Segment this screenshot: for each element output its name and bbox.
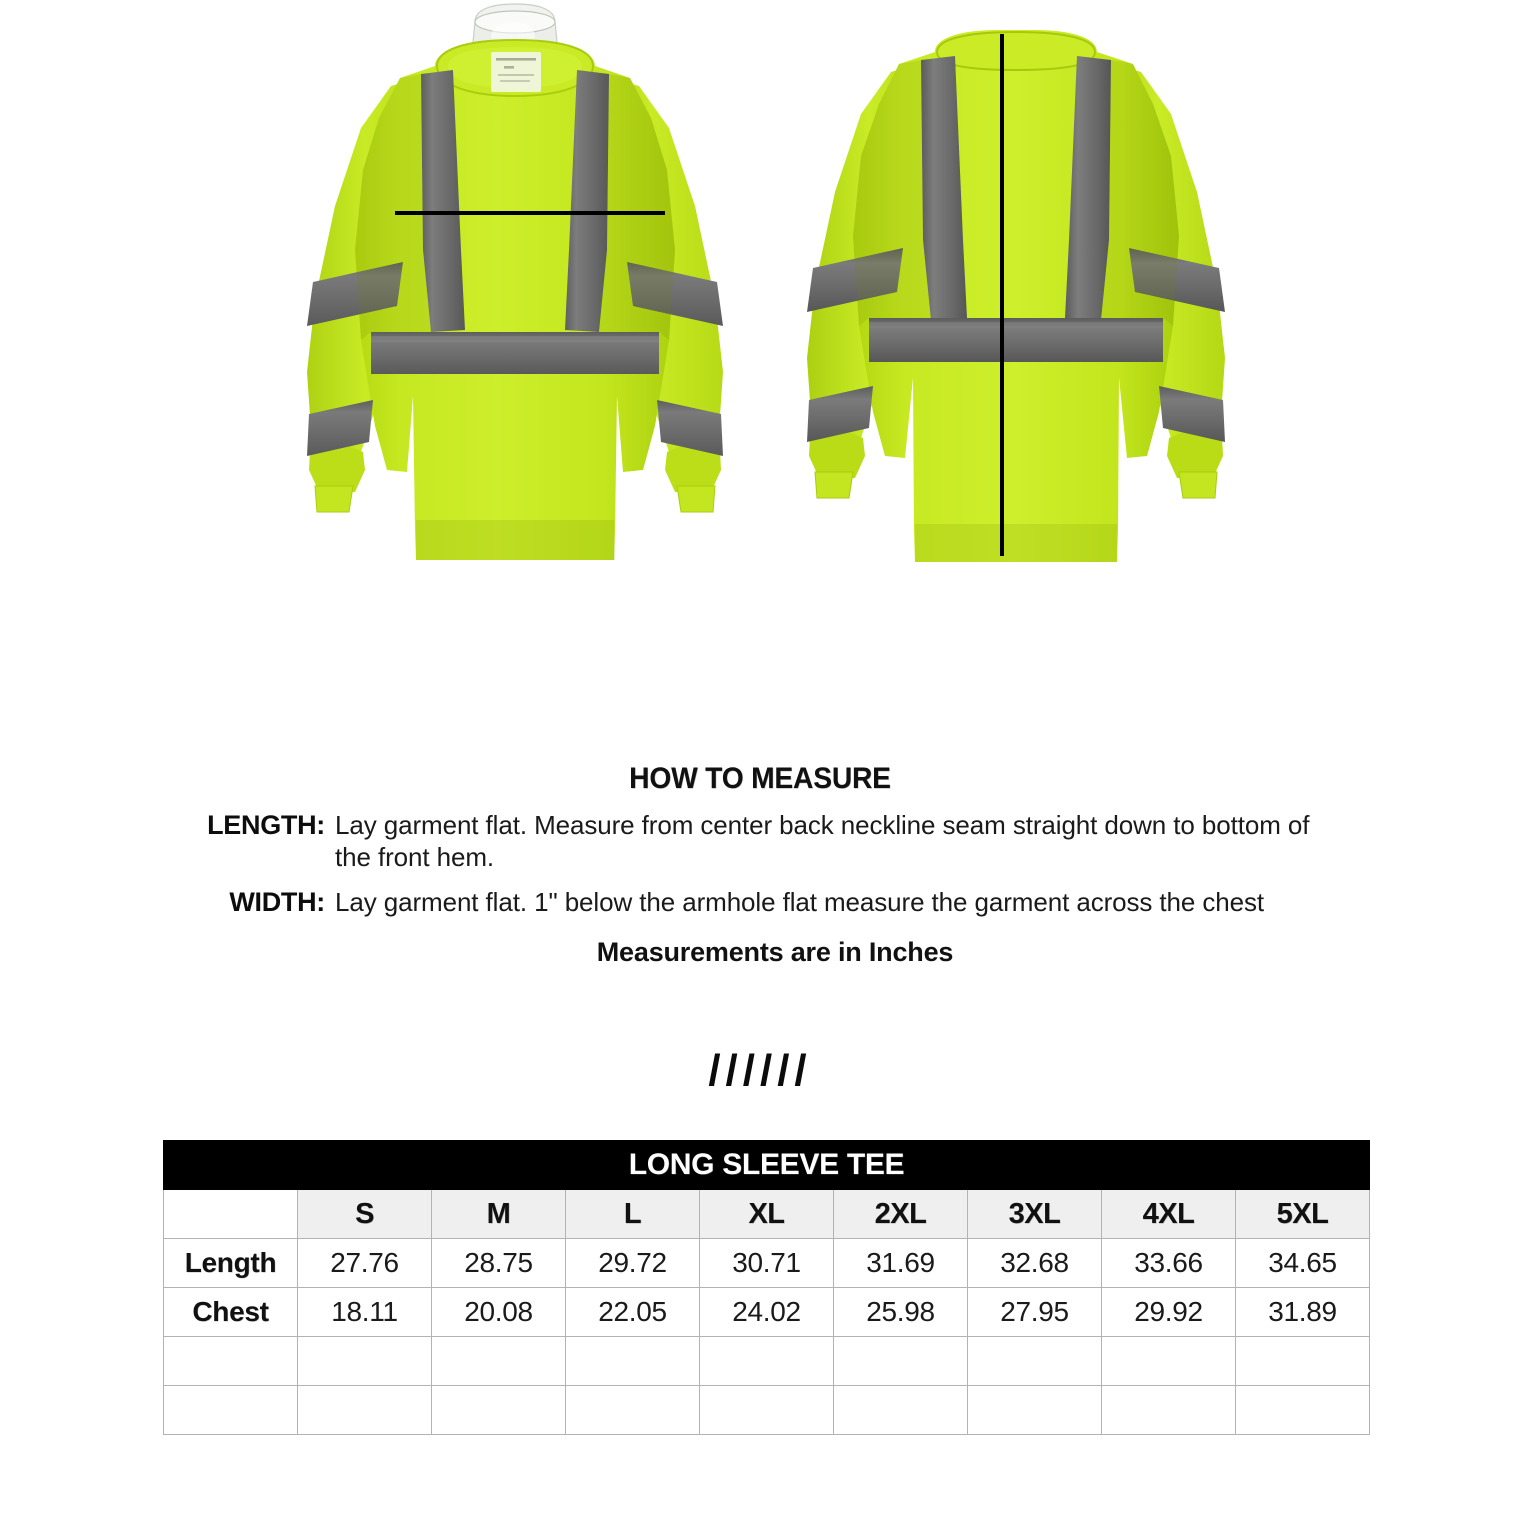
how-to-measure-section [0,762,1520,968]
length-s: 27.76 [298,1239,432,1288]
size-header-xl: XL [700,1190,834,1239]
chest-3xl: 27.95 [968,1288,1102,1337]
size-chart-table [163,1140,1370,1435]
empty-2-s [298,1386,432,1435]
measure-row-length [0,810,1520,873]
length-2xl: 31.69 [834,1239,968,1288]
measurement-units-note: Measurements are in Inches [596,937,954,968]
row-label-empty-2 [164,1386,298,1435]
size-header-m: M [432,1190,566,1239]
empty-2-l [566,1386,700,1435]
size-header-5xl: 5XL [1236,1190,1370,1239]
row-label-empty-1 [164,1337,298,1386]
size-chart-title: LONG SLEEVE TEE [164,1141,1370,1190]
table-title-row [164,1141,1370,1190]
empty-1-m [432,1337,566,1386]
shirt-front-image [285,0,745,740]
empty-1-l [566,1337,700,1386]
length-5xl: 34.65 [1236,1239,1370,1288]
header-corner-blank [164,1190,298,1239]
length-4xl: 33.66 [1102,1239,1236,1288]
chest-4xl: 29.92 [1102,1288,1236,1337]
size-header-l: L [566,1190,700,1239]
row-label-length: Length [164,1239,298,1288]
length-label: LENGTH: [207,810,325,840]
measure-row-width [0,887,1520,919]
length-xl: 30.71 [700,1239,834,1288]
empty-2-4xl [1102,1386,1236,1435]
chest-m: 20.08 [432,1288,566,1337]
empty-2-3xl [968,1386,1102,1435]
table-row [164,1288,1370,1337]
length-description: Lay garment flat. Measure from center back neckline seam straight down to bottom of the front hem. [335,810,1310,872]
size-header-3xl: 3XL [968,1190,1102,1239]
length-l: 29.72 [566,1239,700,1288]
chest-2xl: 25.98 [834,1288,968,1337]
empty-2-xl [700,1386,834,1435]
length-3xl: 32.68 [968,1239,1102,1288]
length-m: 28.75 [432,1239,566,1288]
width-description: Lay garment flat. 1" below the armhole flat measure the garment across the chest [335,887,1265,918]
empty-1-3xl [968,1337,1102,1386]
shirt-back-image [785,0,1245,740]
empty-2-2xl [834,1386,968,1435]
table-header-row [164,1190,1370,1239]
chest-5xl: 31.89 [1236,1288,1370,1337]
row-label-chest: Chest [164,1288,298,1337]
table-row [164,1337,1370,1386]
empty-2-m [432,1386,566,1435]
size-header-2xl: 2XL [834,1190,968,1239]
empty-1-5xl [1236,1337,1370,1386]
size-header-s: S [298,1190,432,1239]
table-row [164,1386,1370,1435]
product-image-gallery [0,0,1520,740]
size-chart-table-wrapper [163,1140,1370,1435]
chest-s: 18.11 [298,1288,432,1337]
table-row [164,1239,1370,1288]
chest-xl: 24.02 [700,1288,834,1337]
chest-l: 22.05 [566,1288,700,1337]
size-header-4xl: 4XL [1102,1190,1236,1239]
empty-1-4xl [1102,1337,1236,1386]
how-to-measure-heading: HOW TO MEASURE [629,762,891,795]
empty-1-2xl [834,1337,968,1386]
width-label: WIDTH: [229,887,325,918]
garment-care-label [491,52,541,92]
empty-2-5xl [1236,1386,1370,1435]
empty-1-xl [700,1337,834,1386]
slash-divider: ////// [708,1046,812,1095]
empty-1-s [298,1337,432,1386]
